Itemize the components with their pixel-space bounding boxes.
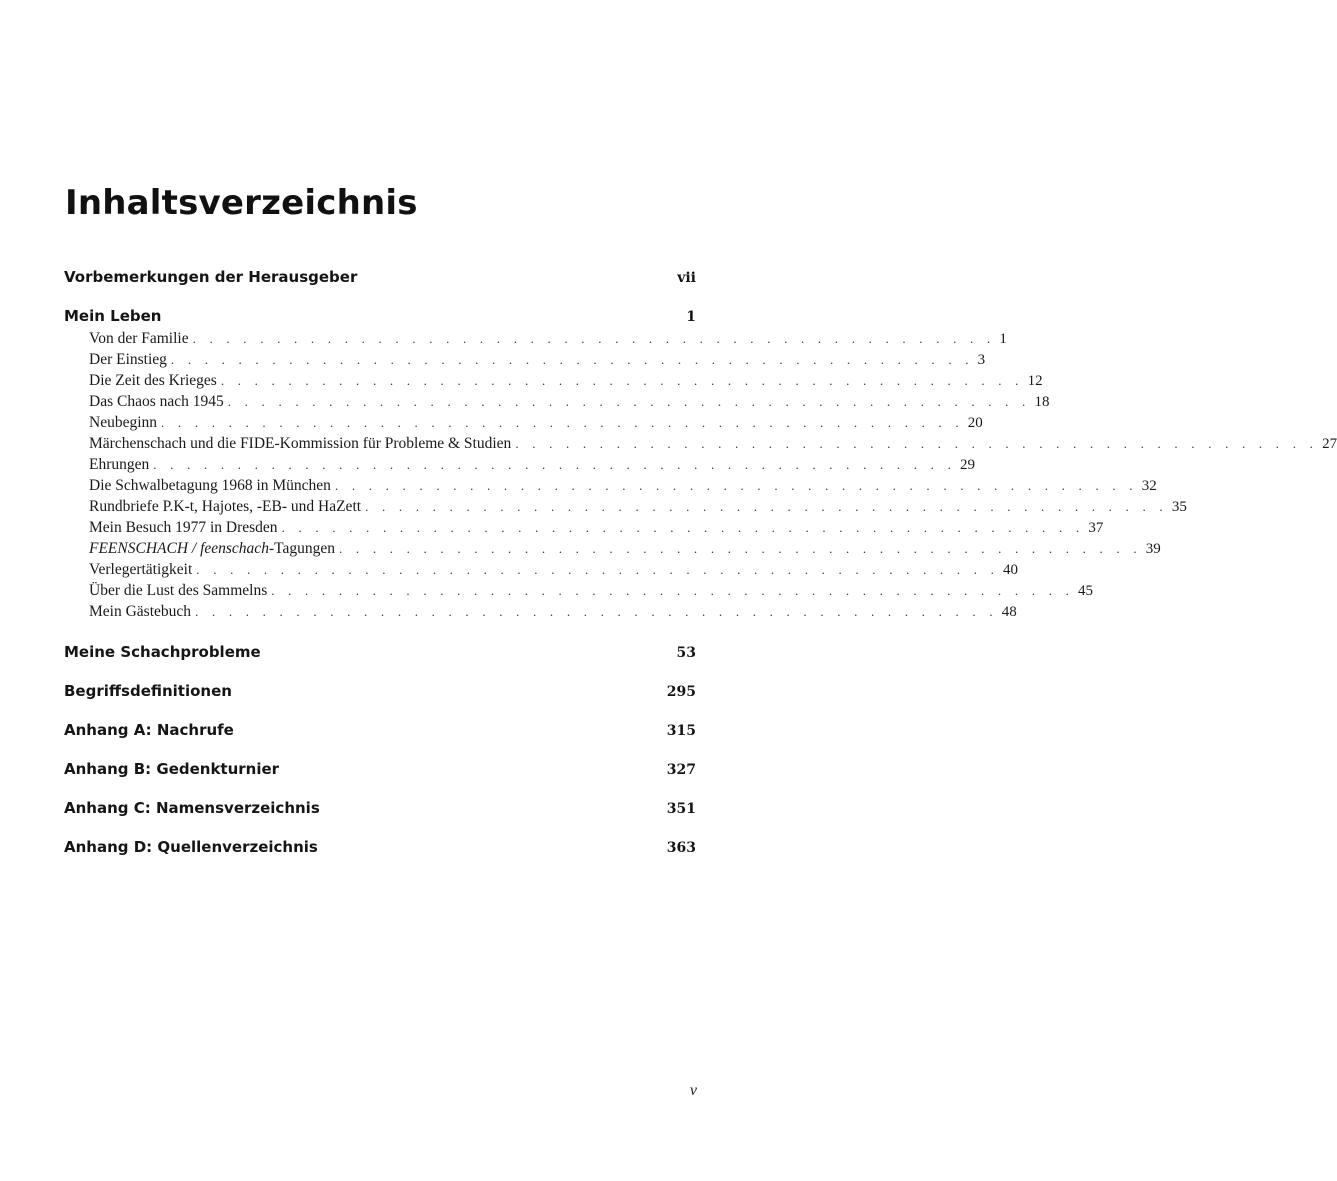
toc-entry-anhang-b[interactable] xyxy=(64,760,696,784)
toc-subentry-page: 27 xyxy=(1322,436,1337,452)
leader-dots: . . . . . . . . . . . . . . . . . . . . . . . . . . . . . . . . . . . . . . . . . . . . . . . . xyxy=(227,394,1031,409)
toc-subentry[interactable] xyxy=(89,435,1337,455)
toc-subentry[interactable] xyxy=(89,456,976,476)
toc-entry-label: Anhang D: Quellenverzeichnis xyxy=(64,838,318,856)
toc-subentry-page: 45 xyxy=(1077,583,1093,599)
toc-subentry-label: Märchenschach und die FIDE-Kommission für Probleme & Studien xyxy=(89,435,512,452)
toc-subentry[interactable] xyxy=(89,540,1161,560)
toc-subentry-label: Die Zeit des Krieges xyxy=(89,372,217,389)
toc-entry-label: Begriffsdefinitionen xyxy=(64,682,232,700)
toc-entry-page: 315 xyxy=(666,723,696,739)
toc-subentry-page: 12 xyxy=(1027,373,1043,389)
page-number: v xyxy=(689,1082,697,1099)
toc-entry-page: 295 xyxy=(666,684,696,700)
toc-subentry-label xyxy=(89,540,335,558)
toc-entry-label: Meine Schachprobleme xyxy=(64,643,261,661)
leader-dots: . . . . . . . . . . . . . . . . . . . . . . . . . . . . . . . . . . . . . . . . . . . . . . . . xyxy=(192,331,996,346)
toc-subentry-label: Mein Besuch 1977 in Dresden xyxy=(89,519,278,536)
toc-subentry-page: 40 xyxy=(1003,562,1019,578)
toc-entry-label: Vorbemerkungen der Herausgeber xyxy=(64,268,358,286)
toc-entry-begriffsdefinitionen[interactable] xyxy=(64,682,696,706)
toc-subentry-label: Rundbriefe P.K-t, Hajotes, -EB- und HaZett xyxy=(89,498,362,515)
toc-subentry-label: Mein Gästebuch xyxy=(89,603,192,620)
toc-entry-label: Anhang C: Namensverzeichnis xyxy=(64,799,320,817)
toc-entry-page: 327 xyxy=(666,762,696,778)
toc-subentry-page: 20 xyxy=(967,415,983,431)
toc-subentry-page: 1 xyxy=(999,331,1007,347)
toc-subentry-page: 29 xyxy=(960,457,976,473)
toc-entry-anhang-d[interactable] xyxy=(64,838,696,862)
toc-subentry-page: 37 xyxy=(1088,520,1104,536)
toc-entry-label: Anhang A: Nachrufe xyxy=(64,721,234,739)
toc-entry-label: Mein Leben xyxy=(64,307,162,325)
toc-entry-page: 53 xyxy=(676,645,696,661)
leader-dots: . . . . . . . . . . . . . . . . . . . . . . . . . . . . . . . . . . . . . . . . . . . . . . . . xyxy=(220,373,1024,388)
toc-subentry-label: Von der Familie xyxy=(89,330,189,347)
leader-dots: . . . . . . . . . . . . . . . . . . . . . . . . . . . . . . . . . . . . . . . . . . . . . . . . xyxy=(196,562,1000,577)
toc-subentry[interactable] xyxy=(89,414,983,434)
italic-magazine-name: FEENSCHACH / feenschach xyxy=(89,540,269,557)
leader-dots: . . . . . . . . . . . . . . . . . . . . . . . . . . . . . . . . . . . . . . . . . . . . . . . . xyxy=(195,604,998,619)
toc-subentry-label: Das Chaos nach 1945 xyxy=(89,393,224,410)
leader-dots: . . . . . . . . . . . . . . . . . . . . . . . . . . . . . . . . . . . . . . . . . . . . . . . . xyxy=(365,499,1168,514)
toc-subentry-label: Über die Lust des Sammelns xyxy=(89,582,268,599)
leader-dots: . . . . . . . . . . . . . . . . . . . . . . . . . . . . . . . . . . . . . . . . . . . . . . . . xyxy=(281,520,1085,535)
toc-subentry-page: 35 xyxy=(1171,499,1187,515)
toc-subentry-label: Der Einstieg xyxy=(89,351,167,368)
toc-entry-label: Anhang B: Gedenkturnier xyxy=(64,760,280,778)
toc-subentry[interactable] xyxy=(89,582,1093,602)
toc-subentry-page: 3 xyxy=(977,352,986,368)
toc-entry-anhang-c[interactable] xyxy=(64,799,696,823)
label-suffix: -Tagungen xyxy=(268,540,336,557)
toc-subentry[interactable] xyxy=(89,372,1043,392)
leader-dots: . . . . . . . . . . . . . . . . . . . . . . . . . . . . . . . . . . . . . . . . . . . . . . . . xyxy=(161,415,964,430)
leader-dots: . . . . . . . . . . . . . . . . . . . . . . . . . . . . . . . . . . . . . . . . . . . . . . . . xyxy=(170,352,974,367)
leader-dots: . . . . . . . . . . . . . . . . . . . . . . . . . . . . . . . . . . . . . . . . . . . . . . . . xyxy=(153,457,957,472)
toc-entry-page: 363 xyxy=(666,840,696,856)
toc-subentry[interactable] xyxy=(89,603,1017,623)
leader-dots: . . . . . . . . . . . . . . . . . . . . . . . . . . . . . . . . . . . . . . . . . . . . . . . . xyxy=(334,478,1138,493)
toc-entry-page: 1 xyxy=(686,309,696,325)
toc-subentry[interactable] xyxy=(89,477,1157,497)
toc-subentry[interactable] xyxy=(89,330,1007,350)
leader-dots: . . . . . . . . . . . . . . . . . . . . . . . . . . . . . . . . . . . . . . . . . . . . . . . . xyxy=(515,436,1319,451)
toc-subentry[interactable] xyxy=(89,393,1050,413)
toc-subentry-page: 39 xyxy=(1145,541,1161,557)
toc-entry-page: 351 xyxy=(666,801,696,817)
leader-dots: . . . . . . . . . . . . . . . . . . . . . . . . . . . . . . . . . . . . . . . . . . . . . . . . xyxy=(271,583,1074,598)
leader-dots: . . . . . . . . . . . . . . . . . . . . . . . . . . . . . . . . . . . . . . . . . . . . . . . . xyxy=(339,541,1142,556)
toc-subentry-label: Die Schwalbetagung 1968 in München xyxy=(89,477,331,494)
page-title: Inhaltsverzeichnis xyxy=(65,183,418,223)
toc-entry-schachprobleme[interactable] xyxy=(64,643,696,667)
toc-entry-page: vii xyxy=(677,270,696,286)
toc-subentry-page: 32 xyxy=(1141,478,1157,494)
toc-subentry-label: Ehrungen xyxy=(89,456,150,473)
toc-subentry-label: Verlegertätigkeit xyxy=(89,561,193,578)
toc-subentry[interactable] xyxy=(89,498,1187,518)
toc-entry-vorbemerkungen[interactable] xyxy=(64,268,696,292)
toc-entry-anhang-a[interactable] xyxy=(64,721,696,745)
toc-subentry[interactable] xyxy=(89,519,1104,539)
toc-subentry-page: 18 xyxy=(1034,394,1050,410)
toc-entry-mein-leben[interactable] xyxy=(64,307,696,331)
toc-subentry[interactable] xyxy=(89,561,1019,581)
toc-subentry-page: 48 xyxy=(1001,604,1017,620)
toc-subentry-label: Neubeginn xyxy=(89,414,158,431)
toc-subentry[interactable] xyxy=(89,351,986,371)
